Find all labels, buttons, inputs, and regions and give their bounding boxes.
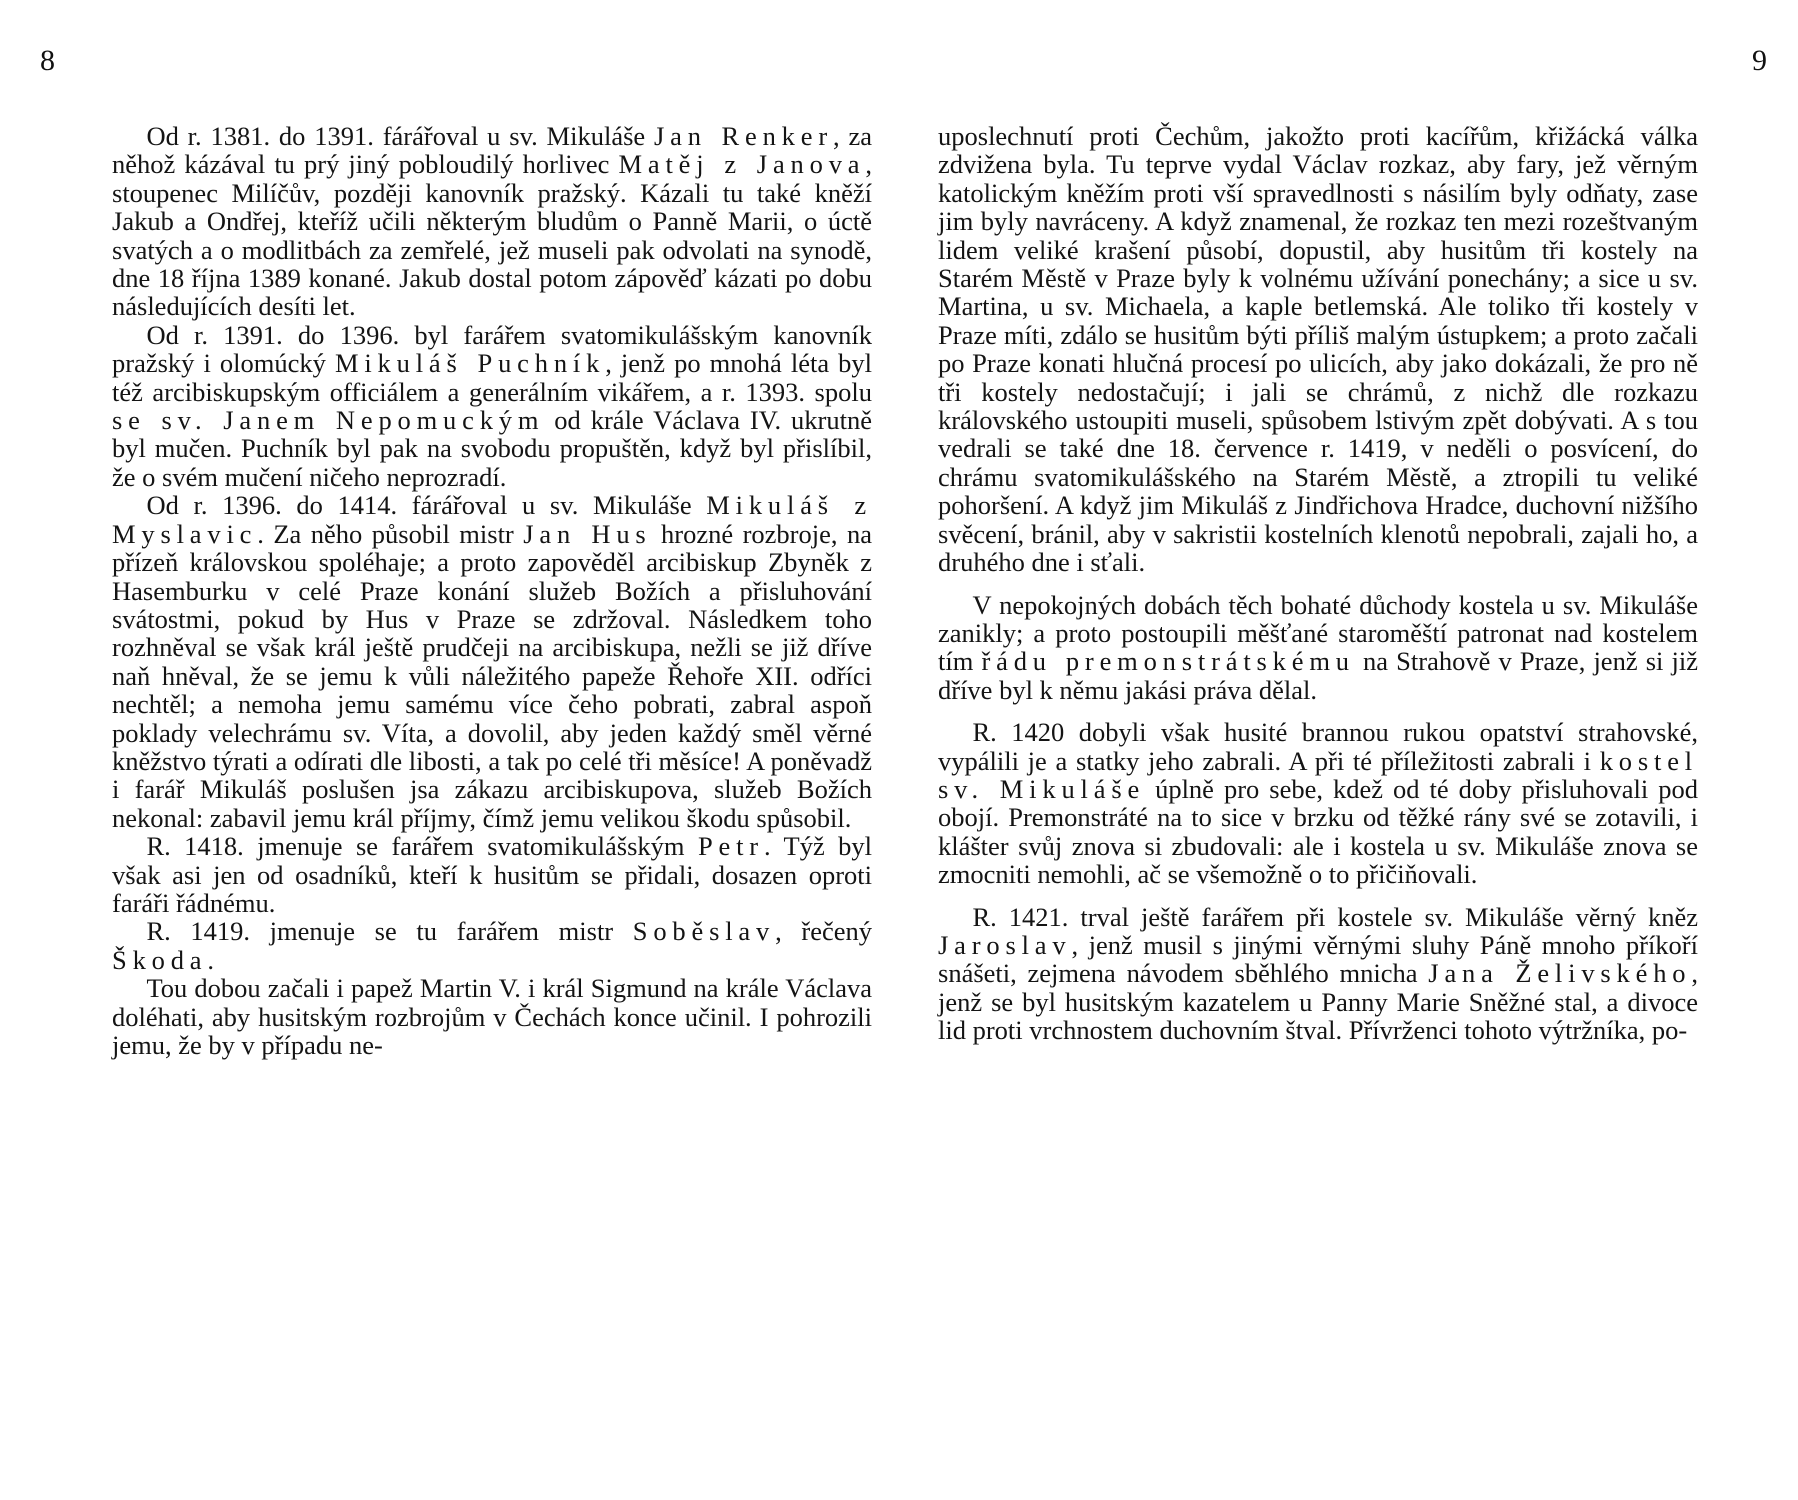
spaced-name: Matěj z Janova [618, 149, 866, 180]
paragraph [938, 122, 1698, 577]
text-run: Od r. 1391. do 1396. byl farářem svatomikulášským kanovník pražský i olomúcký [112, 319, 872, 379]
spaced-name: Mikuláš Puchník [334, 348, 606, 379]
spaced-name: Jan Renker [654, 121, 834, 151]
text-run: Od r. 1381. do 1391. fárářoval u sv. Mikuláše [146, 121, 655, 151]
paragraph [112, 122, 872, 321]
spaced-name: se sv. Janem Nepomuckým [112, 405, 545, 436]
text-run: R. 1421. trval ještě farářem při kostele sv. Mikuláše věrný kněz [972, 901, 1698, 932]
text-run: , jenž po mnohá léta byl též arcibiskupským officiálem a generálním vikářem, a r. 1393. spolu [112, 348, 873, 407]
text-run: , řečený [775, 916, 872, 947]
text-run: hrozné rozbroje, na přízeň královskou spoléhaje; a proto zapověděl arcibiskup Zbyněk z Hasemburku v celé Praze konání služeb Božích a přisluhování svátostmi, pokud by Hus v Praze se zdržoval. Následkem toho rozhněval se však král ještě prudčeji na arcibiskupa, nežli se již dříve naň hněval, že se jemu k vůli náležitého papeže Řehoře XII. odříci nechtěl; a nemoha jemu samému více čeho pobrati, zabral aspoň poklady velechrámu sv. Víta, a dovolil, aby jeden každý směl věrné kněžstvo týrati a odírati dle libosti, a tak po celé tři měsíce! A poněvadž i farář Mikuláš poslušen jsa zákazu arcibiskupova, služeb Božích nekonal: zabavil jemu král příjmy, čímž jemu velikou škodu spůsobil. [112, 518, 872, 833]
right-page-text [938, 122, 1698, 1045]
spaced-name: Škoda [112, 944, 208, 975]
text-run: Tou dobou začali i papež Martin V. i král Sigmund na krále Václava doléhati, aby husitským rozbrojům v Čechách konce učinil. I pohrozili jemu, že by v případu ne- [112, 973, 872, 1060]
spaced-name: Jan Hus [523, 518, 652, 549]
page-number-left: 8 [40, 44, 55, 77]
text-run: . [207, 944, 215, 975]
spaced-name: Soběslav [632, 916, 776, 947]
left-page-text [112, 122, 872, 1059]
text-run: od krále Václava IV. ukrutně byl mučen. Puchník byl pak na svobodu propuštěn, když byl přislíbil, že o svém mučení ničeho neprozradí. [112, 405, 872, 492]
text-run: . Týž byl však asi jen od osadníků, kteří k husitům se přidali, dosazen oproti faráři řádnému. [112, 831, 872, 918]
spaced-name: Jaroslav [938, 929, 1072, 960]
text-run: uposlechnutí proti Čechům, jakožto proti kacířům, křižácká válka zdvižena byla. Tu teprve vydal Václav rozkaz, aby fary, jež věrným katolickým kněžím proti vší spravedlnosti s násilím byly odňaty, zase jim byly navráceny. A když znamenal, že rozkaz ten mezi rozeštvaným lidem veliké krašení působí, dopustil, aby husitům tři kostely na Starém Městě v Praze byly k volnému užívání ponechány; a sice u sv. Martina, u sv. Michaela, a kaple betlemská. Ale toliko tři kostely v Praze míti, zdálo se husitům býti příliš malým ústupkem; a proto začali po Praze konati hlučná procesí po ulicích, aby jako dokázali, že pro ně tři kostely nedostačují; i jali se chrámů, z nichž dle rozkazu královského ustoupiti museli, spůsobem lstivým zpět dobývati. A s tou vedrali se také dne 18. července r. 1419, v neděli o posvícení, do chrámu svatomikulášského na Starém Městě, a ztropili tu veliké pohoršení. A když jim Mikuláš z Jindřichova Hradce, duchovní nižšího svěcení, bránil, aby v sakristii kostelních klenotů nepobrali, zajali ho, a druhého dne i sťali. [938, 121, 1698, 578]
spaced-name: řádu premonstrátskému [981, 646, 1355, 677]
spaced-name: Petr [697, 831, 764, 862]
spaced-name: Mikuláš z Myslavic [112, 490, 872, 549]
text-run: na Strahově v Praze, jenž si již dříve byl k němu jakási práva dělal. [938, 646, 1698, 705]
text-run: Od r. 1396. do 1414. fárářoval u sv. Mikuláše [146, 490, 707, 521]
page-number-right: 9 [1752, 44, 1767, 77]
paragraph [112, 917, 872, 974]
paragraph [938, 903, 1698, 1045]
text-run: , jenž musil s jinými věrnými sluhy Páně mnoho příkoří snášeti, zejmena návodem sběhlého mnicha [938, 929, 1698, 989]
paragraph [938, 718, 1698, 888]
text-run: . Za něho působil mistr [257, 518, 524, 549]
paragraph [938, 591, 1698, 705]
text-run: , za něhož kázával tu prý jiný pobloudilý horlivec [112, 121, 872, 180]
text-run: R. 1419. jmenuje se tu farářem mistr [146, 916, 633, 947]
text-run: V nepokojných dobách těch bohaté důchody kostela u sv. Mikuláše zanikly; a proto postoupili měšťané staroměští patronat nad kostelem tím [938, 589, 1698, 677]
text-run: úplně pro sebe, kdež od té doby přisluhovali pod obojí. Premonstráté na to sice v brzku od těžké rány své se zotavili, i klášter svůj znova si zbudovali: ale i kostela u sv. Mikuláše znova se zmocniti nemohli, ač se všemožně o to přičiňovali. [938, 773, 1698, 890]
paragraph [112, 321, 872, 491]
text-run: , jenž se byl husitským kazatelem u Panny Marie Sněžné stal, a divoce lid proti vrchnostem duchovním štval. Přívrženci tohoto výtržníka, po- [938, 958, 1698, 1046]
spaced-name: Jana Želivského [1428, 958, 1692, 989]
spaced-name: kostel sv. Mikuláše [938, 745, 1698, 804]
paragraph [112, 974, 872, 1059]
paragraph [112, 832, 872, 917]
paragraph [112, 491, 872, 832]
text-run: R. 1420 dobyli však husité brannou rukou opatství strahovské, vypálili je a statky jeho zabrali. A při té příležitosti zabrali i [938, 717, 1698, 776]
text-run: , stoupenec Milíčův, později kanovník pražský. Kázali tu také kněží Jakub a Ondřej, kteříž učili některým bludům o Panně Marii, o úctě svatých a o modlitbách za zemřelé, jež museli pak odvolati na synodě, dne 18 října 1389 konané. Jakub dostal potom zápověď kázati po dobu následujících desíti let. [112, 149, 873, 322]
text-run: R. 1418. jmenuje se farářem svatomikulášským [146, 831, 698, 862]
